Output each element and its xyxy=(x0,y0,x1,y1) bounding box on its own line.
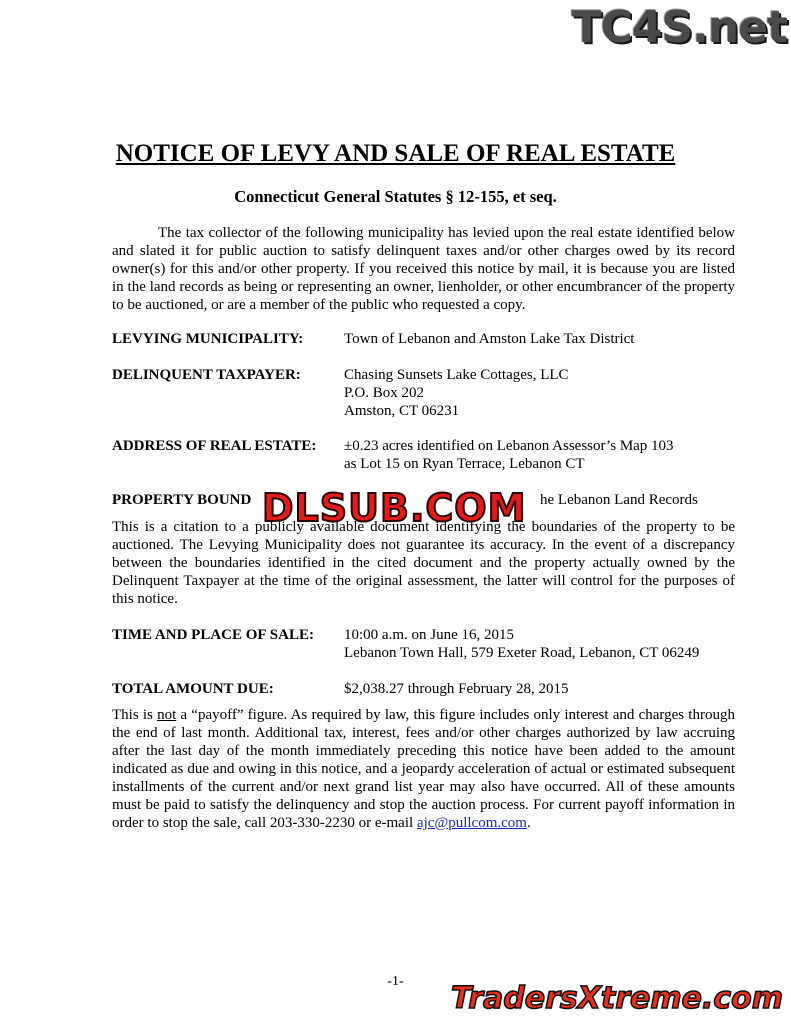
payoff-notice-not: not xyxy=(157,707,177,723)
watermark-dlsub: DLSUB.COM xyxy=(262,486,527,530)
levying-municipality-label: LEVYING MUNICIPALITY: xyxy=(112,331,304,347)
document-title: NOTICE OF LEVY AND SALE OF REAL ESTATE xyxy=(115,140,676,167)
payoff-notice-paragraph xyxy=(112,706,735,832)
property-bounds-label: PROPERTY BOUND xyxy=(112,492,252,508)
watermark-tradersxtreme: TradersXtreme.com xyxy=(451,981,783,1016)
intro-paragraph: The tax collector of the following municipality has levied upon the real estate identified below and slated it for public auction to satisfy delinquent taxes and/or other charges owed by its record owner(s) for this and/or other property. If you received this notice by mail, it is because you are listed in the land records as being or representing an owner, lienholder, or other encumbrancer of the property to be auctioned, or are a member of the public who requested a copy. xyxy=(112,225,735,313)
document-subtitle: Connecticut General Statutes § 12-155, et seq. xyxy=(234,187,557,206)
property-bounds-value: he Lebanon Land Records xyxy=(540,492,698,508)
taxpayer-name: Chasing Sunsets Lake Cottages, LLC xyxy=(344,367,569,383)
page-number: -1- xyxy=(387,974,404,989)
levying-municipality-value: Town of Lebanon and Amston Lake Tax District xyxy=(344,331,635,347)
payoff-notice-end: . xyxy=(526,815,531,831)
citation-paragraph: This is a citation to a publicly available document identifying the boundaries of the property to be auctioned. The Levying Municipality does not guarantee its accuracy. In the event of a discrepancy between the boundaries identified in the cited document and the property actually owned by the Delinquent Taxpayer at the time of the original assessment, the latter will control for the purposes of this notice. xyxy=(112,519,735,607)
payoff-notice-start: This is xyxy=(112,707,158,723)
taxpayer-po-box: P.O. Box 202 xyxy=(344,385,425,401)
taxpayer-city: Amston, CT 06231 xyxy=(344,403,460,419)
address-line-2: as Lot 15 on Ryan Terrace, Lebanon CT xyxy=(344,456,585,472)
address-line-1: ±0.23 acres identified on Lebanon Assessor’s Map 103 xyxy=(344,438,674,454)
payoff-notice-body: a “payoff” figure. As required by law, this figure includes only interest and charges through the end of last month. Additional tax, interest, fees and/or other charges authorized by law accruing after the last day of the month immediately preceding this notice have been added to the amount indicated as due and owing in this notice, and a jeopardy acceleration of actual or estimated subsequent installments of the current and/or next grand list year may also have occurred. All of these amounts must be paid to satisfy the delinquency and stop the auction process. For current payoff information in order to stop the sale, call 203-330-2230 or e-mail xyxy=(112,707,735,831)
total-due-value: $2,038.27 through February 28, 2015 xyxy=(344,681,569,697)
email-link[interactable]: ajc@pullcom.com xyxy=(416,815,527,831)
delinquent-taxpayer-label: DELINQUENT TAXPAYER: xyxy=(112,367,301,383)
total-due-label: TOTAL AMOUNT DUE: xyxy=(112,681,274,697)
sale-time: 10:00 a.m. on June 16, 2015 xyxy=(344,627,514,643)
delinquent-taxpayer-value xyxy=(344,366,569,420)
address-label: ADDRESS OF REAL ESTATE: xyxy=(112,438,317,454)
sale-place: Lebanon Town Hall, 579 Exeter Road, Lebanon, CT 06249 xyxy=(344,645,700,661)
watermark-tc4s: TC4S.net xyxy=(571,2,787,53)
time-place-value xyxy=(344,626,699,662)
time-place-label: TIME AND PLACE OF SALE: xyxy=(112,627,314,643)
address-value xyxy=(344,437,674,473)
